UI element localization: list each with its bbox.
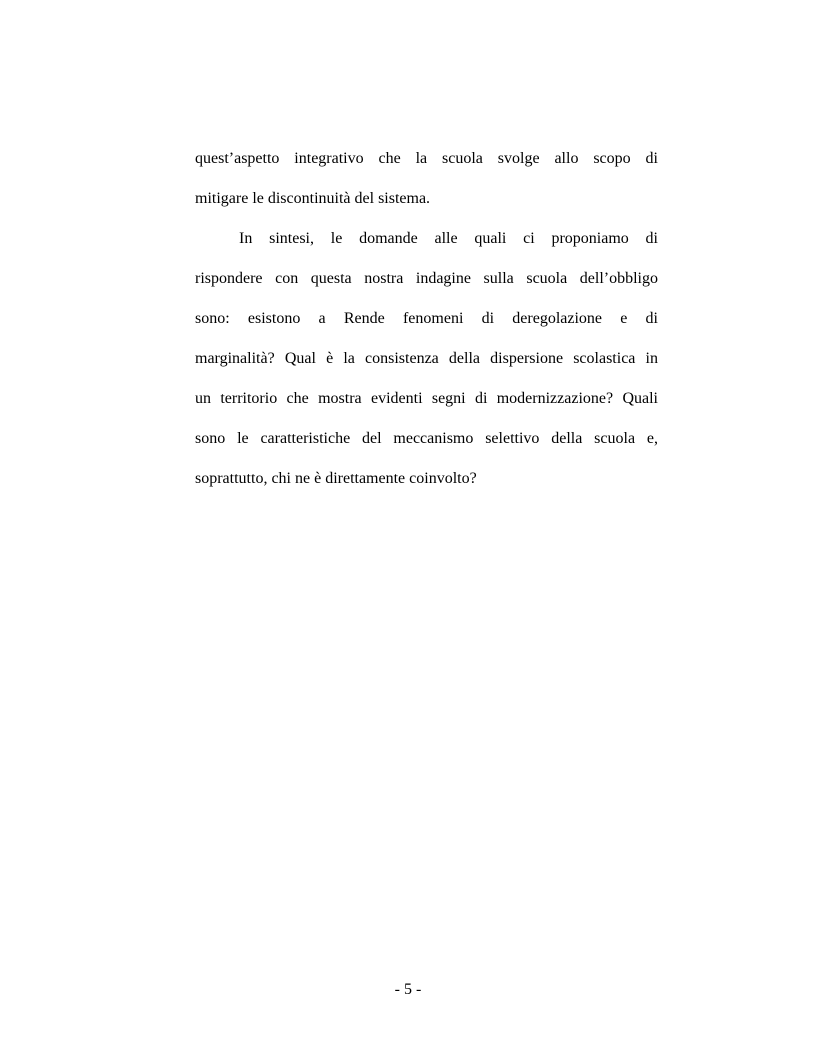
- text-line: marginalità? Qual è la consistenza della dispersione scolastica in: [195, 350, 658, 367]
- body-text: [195, 143, 658, 503]
- text-line: rispondere con questa nostra indagine sulla scuola dell’obbligo: [195, 270, 658, 287]
- text-line: soprattutto, chi ne è direttamente coinvolto?: [195, 470, 477, 487]
- paragraph-2: [195, 223, 658, 503]
- text-line: sono: esistono a Rende fenomeni di deregolazione e di: [195, 310, 658, 327]
- page-number: - 5 -: [394, 981, 422, 998]
- text-line: quest’aspetto integrativo che la scuola svolge allo scopo di: [195, 150, 658, 167]
- text-line: mitigare le discontinuità del sistema.: [195, 190, 431, 207]
- paragraph-1: [195, 143, 658, 223]
- text-line: un territorio che mostra evidenti segni di modernizzazione? Quali: [195, 390, 658, 407]
- text-line: In sintesi, le domande alle quali ci proponiamo di: [239, 230, 658, 247]
- text-line: sono le caratteristiche del meccanismo selettivo della scuola e,: [195, 430, 658, 447]
